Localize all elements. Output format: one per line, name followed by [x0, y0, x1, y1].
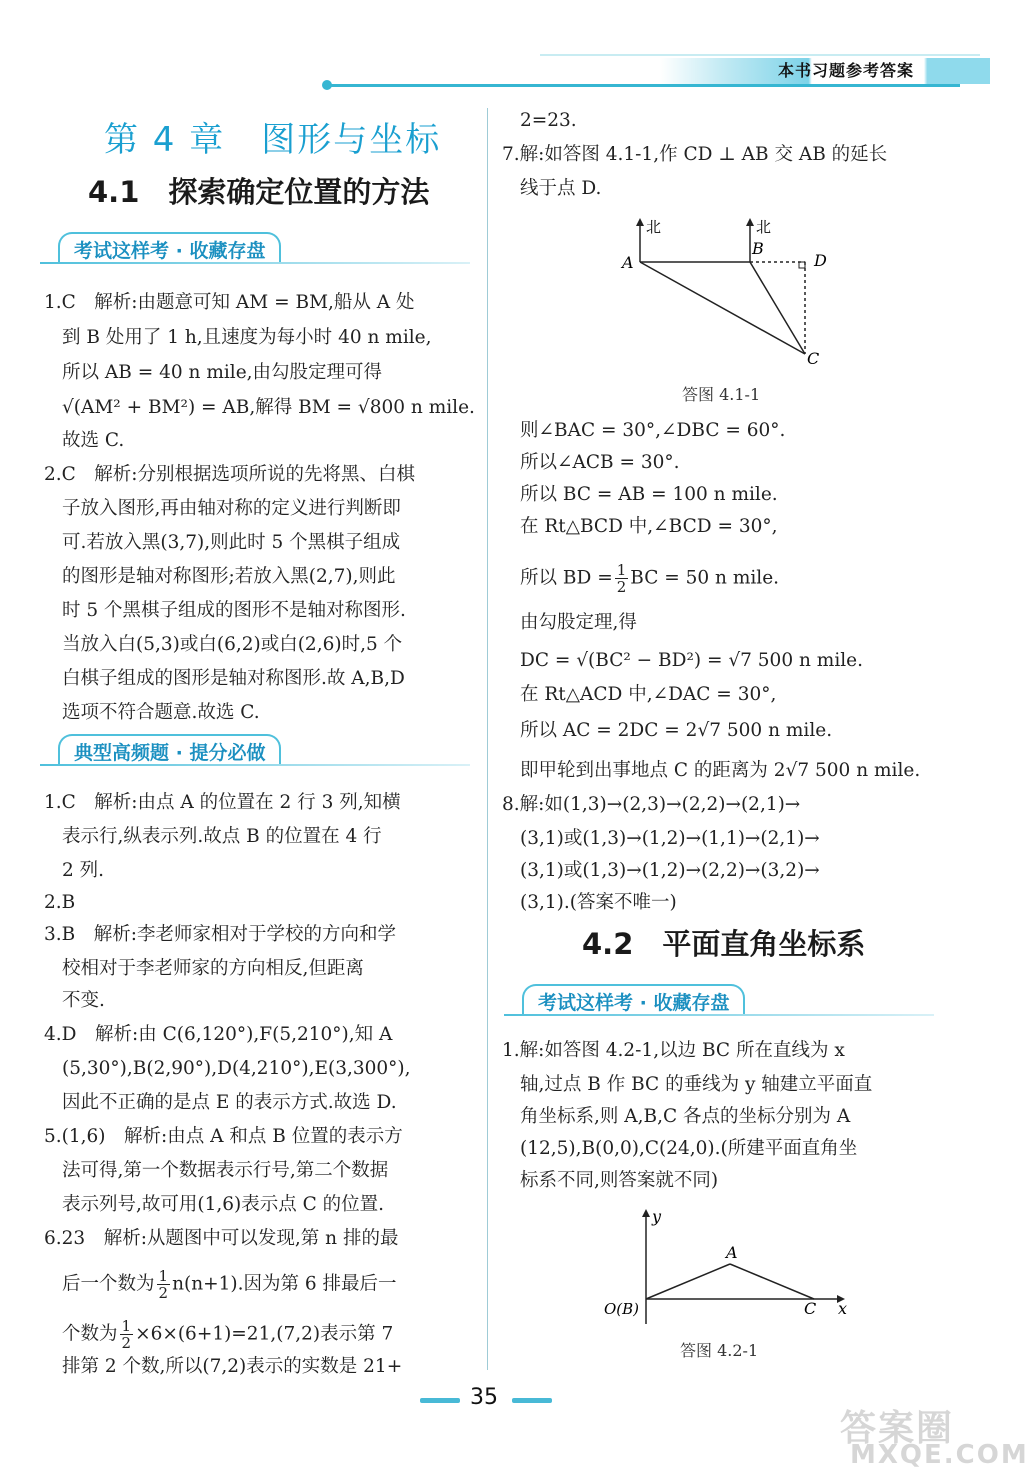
answer-line: 即甲轮到出事地点 C 的距离为 2√7 500 n mile.	[520, 760, 921, 781]
fraction	[157, 1268, 171, 1301]
header-rule	[330, 84, 960, 87]
answer-line: 标系不同,则答案就不同)	[520, 1170, 719, 1191]
answer-line: (12,5),B(0,0),C(24,0).(所建平面直角坐	[520, 1138, 858, 1159]
page-number: 35	[470, 1385, 498, 1410]
answer-line: 2.C 解析:分别根据选项所说的先将黑、白棋	[44, 464, 416, 485]
answer-line: 白棋子组成的图形是轴对称图形.故 A,B,D	[62, 668, 405, 689]
answer-line: 法可得,第一个数据表示行号,第二个数据	[62, 1160, 389, 1181]
figure-caption: 答图 4.1-1	[682, 385, 761, 404]
answer-line: (3,1)或(1,3)→(1,2)→(1,1)→(2,1)→	[520, 828, 820, 849]
answer-line: (5,30°),B(2,90°),D(4,210°),E(3,300°),	[62, 1058, 411, 1079]
tag-frequent: 典型高频题 · 提分必做	[58, 734, 281, 764]
answer-line: 校相对于李老师家的方向相反,但距离	[62, 958, 364, 979]
answer-line: 1.解:如答图 4.2-1,以边 BC 所在直线为 x	[502, 1040, 845, 1061]
answer-line: 时 5 个黑棋子组成的图形不是轴对称图形.	[62, 600, 406, 621]
answer-line: 由勾股定理,得	[520, 612, 637, 633]
answer-line: 的图形是轴对称图形;若放入黑(2,7),则此	[62, 566, 396, 587]
point-label-c: C	[807, 349, 820, 368]
column-divider	[487, 108, 488, 1370]
answer-line: 线于点 D.	[520, 178, 602, 199]
answer-line: 轴,过点 B 作 BC 的垂线为 y 轴建立平面直	[520, 1074, 873, 1095]
answer-line: 排第 2 个数,所以(7,2)表示的实数是 21+	[62, 1356, 403, 1377]
answer-line: 选项不符合题意.故选 C.	[62, 702, 260, 723]
text-segment: 后一个数为	[62, 1273, 155, 1295]
answer-line: 到 B 处用了 1 h,且速度为每小时 40 n mile,	[62, 327, 432, 348]
fraction-numerator: 1	[616, 561, 627, 579]
answer-line: 角坐标系,则 A,B,C 各点的坐标分别为 A	[520, 1106, 851, 1127]
answer-line: 则∠BAC = 30°,∠DBC = 60°.	[520, 420, 786, 441]
text-segment: BC = 50 n mile.	[630, 567, 780, 589]
watermark-logo: 答案圈	[840, 1408, 955, 1449]
figure-caption: 答图 4.2-1	[680, 1341, 759, 1360]
answer-line: 3.B 解析:李老师家相对于学校的方向和学	[44, 924, 396, 945]
answer-line: 6.23 解析:从题图中可以发现,第 n 排的最	[44, 1228, 399, 1249]
answer-line: DC = √(BC² − BD²) = √7 500 n mile.	[520, 650, 863, 671]
watermark-url: MXQE.COM	[850, 1440, 1029, 1470]
fraction	[615, 562, 629, 595]
answer-line: √(AM² + BM²) = AB,解得 BM = √800 n mile.	[62, 397, 475, 418]
point-label-b: B	[752, 239, 764, 258]
point-label-a: A	[726, 1243, 738, 1262]
text-segment: n(n+1).因为第 6 排最后一	[172, 1273, 397, 1295]
answer-line: 4.D 解析:由 C(6,120°),F(5,210°),知 A	[44, 1024, 393, 1045]
answer-line: 故选 C.	[62, 430, 125, 451]
text-segment: ×6×(6+1)=21,(7,2)表示第 7	[135, 1323, 394, 1345]
answer-line: 1.C 解析:由题意可知 AM = BM,船从 A 处	[44, 292, 415, 313]
answer-line: 所以 AC = 2DC = 2√7 500 n mile.	[520, 720, 833, 741]
header-title: 本书习题参考答案	[778, 61, 915, 80]
axis-label-x: x	[838, 1299, 848, 1318]
answer-line: 可.若放入黑(3,7),则此时 5 个黑棋子组成	[62, 532, 401, 553]
text-segment: 所以 BD =	[520, 567, 613, 589]
answer-line: 表示行,纵表示列.故点 B 的位置在 4 行	[62, 826, 382, 847]
tag-exam: 考试这样考 · 收藏存盘	[522, 984, 745, 1014]
figure-4-1-1	[600, 212, 860, 372]
chapter-title: 第 4 章 图形与坐标	[104, 120, 442, 160]
answer-line-with-fraction	[62, 1268, 397, 1301]
fraction-denominator: 2	[158, 1284, 169, 1302]
answer-line: 在 Rt△BCD 中,∠BCD = 30°,	[520, 516, 778, 537]
answer-line: 2=23.	[520, 110, 577, 131]
answer-line-with-fraction	[62, 1318, 393, 1351]
answer-line: 7.解:如答图 4.1-1,作 CD ⊥ AB 交 AB 的延长	[502, 144, 888, 165]
answer-line: 2.B	[44, 892, 76, 913]
tag-exam: 考试这样考 · 收藏存盘	[58, 232, 281, 262]
tag-rule	[40, 764, 470, 766]
header-dot	[322, 80, 332, 90]
answer-line: 子放入图形,再由轴对称的定义进行判断即	[62, 498, 401, 519]
section-title-4-1: 4.1 探索确定位置的方法	[88, 175, 430, 209]
answer-line: 在 Rt△ACD 中,∠DAC = 30°,	[520, 684, 777, 705]
tag-rule	[40, 262, 470, 264]
north-label: 北	[756, 218, 772, 236]
answer-line: 当放入白(5,3)或白(6,2)或白(2,6)时,5 个	[62, 634, 403, 655]
section-title-4-2: 4.2 平面直角坐标系	[582, 927, 866, 961]
fraction-denominator: 2	[616, 578, 627, 596]
answer-line: 所以 AB = 40 n mile,由勾股定理可得	[62, 362, 383, 383]
fraction	[120, 1318, 134, 1351]
point-label-a: A	[622, 253, 634, 272]
answer-line: 所以 BC = AB = 100 n mile.	[520, 484, 778, 505]
origin-label: O(B)	[604, 1300, 640, 1318]
text-segment: 个数为	[62, 1323, 118, 1345]
page-number-decoration	[420, 1398, 460, 1403]
fraction-numerator: 1	[158, 1267, 169, 1285]
north-label: 北	[646, 218, 662, 236]
fraction-numerator: 1	[121, 1317, 132, 1335]
point-label-c: C	[804, 1299, 817, 1318]
answer-line: 所以∠ACB = 30°.	[520, 452, 680, 473]
answer-line: (3,1).(答案不唯一)	[520, 892, 677, 913]
answer-line: 不变.	[62, 990, 105, 1011]
header-top-rule	[540, 54, 980, 56]
answer-line: 2 列.	[62, 860, 105, 881]
figure-4-2-1	[600, 1204, 860, 1334]
tag-rule	[504, 1014, 934, 1016]
answer-line: 表示列号,故可用(1,6)表示点 C 的位置.	[62, 1194, 385, 1215]
answer-line: 5.(1,6) 解析:由点 A 和点 B 位置的表示方	[44, 1126, 403, 1147]
fraction-denominator: 2	[121, 1334, 132, 1352]
axis-label-y: y	[652, 1207, 662, 1226]
page-number-decoration	[512, 1398, 552, 1403]
answer-line: 1.C 解析:由点 A 的位置在 2 行 3 列,知横	[44, 792, 401, 813]
point-label-d: D	[814, 251, 827, 270]
answer-line: 因此不正确的是点 E 的表示方式.故选 D.	[62, 1092, 397, 1113]
answer-line-with-fraction	[520, 562, 779, 595]
answer-line: 8.解:如(1,3)→(2,3)→(2,2)→(2,1)→	[502, 794, 801, 815]
answer-line: (3,1)或(1,3)→(1,2)→(2,2)→(3,2)→	[520, 860, 820, 881]
